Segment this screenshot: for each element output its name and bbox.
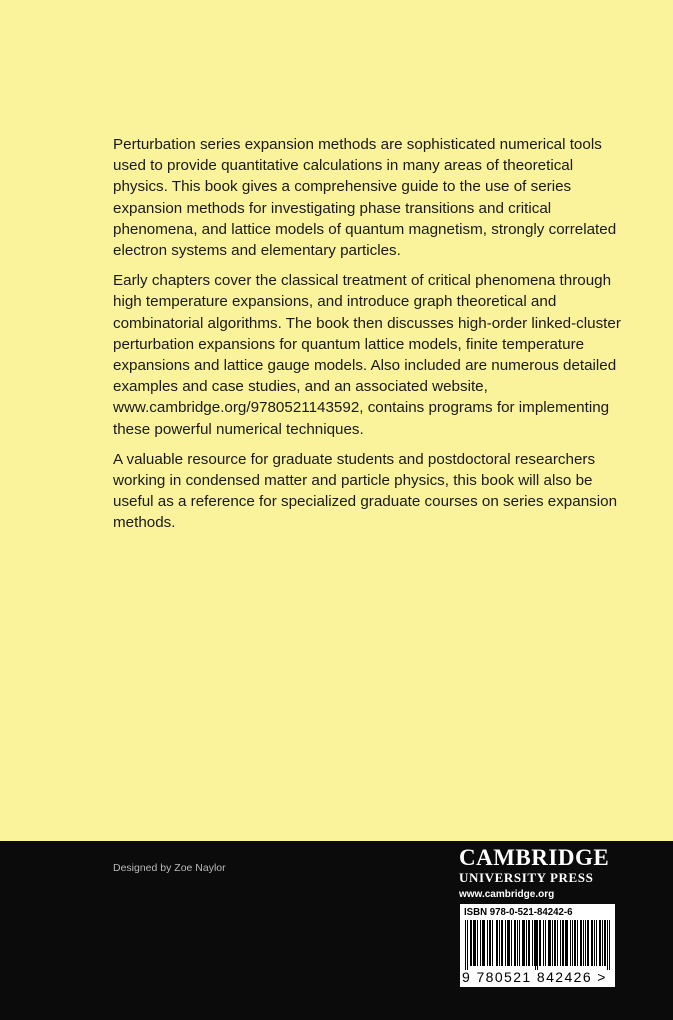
- barcode-bar: [517, 920, 518, 966]
- barcode-bar: [550, 920, 551, 966]
- isbn-label: ISBN 978-0-521-84242-6: [464, 906, 573, 918]
- blurb-paragraph-2: Early chapters cover the classical treatment of critical phenomena through high temperature expansions, and introduce graph theoretical and combinatorial algorithms. The book then discusses high-order linked-cluster perturbation expansions for quantum lattice models, finite temperature expansions and lattice gauge models. Also included are numerous detailed examples and case studies, and an associated website, www.cambridge.org/9780521143592, contains programs for implementing these powerful numerical techniques.: [113, 272, 621, 438]
- barcode-bar: [526, 920, 527, 966]
- barcode-bar: [581, 920, 582, 966]
- barcode-bar: [543, 920, 544, 966]
- blurb-paragraph-1: Perturbation series expansion methods are sophisticated numerical tools used to provide quantitative calculations in many areas of theoretical physics. This book gives a comprehensive guide to the use of series expansion methods for investigating phase transitions and critical phenomena, and lattice models of quantum magnetism, strongly correlated electron systems and elementary particles.: [113, 136, 617, 260]
- publisher-logo: [459, 845, 619, 900]
- barcode-bar: [560, 920, 561, 966]
- barcode-bar: [473, 920, 474, 966]
- barcode-bar: [587, 920, 588, 966]
- barcode-bar: [596, 920, 597, 966]
- barcode-bar: [540, 920, 541, 966]
- barcode-bar: [536, 920, 537, 966]
- barcode-bar: [508, 920, 509, 966]
- barcode-bar: [528, 920, 529, 966]
- barcode-bar: [591, 920, 592, 966]
- barcode-bar: [502, 920, 503, 966]
- barcode-bar: [594, 920, 595, 966]
- barcode-bar: [570, 920, 571, 966]
- barcode-bar: [505, 920, 506, 966]
- barcode-bar: [566, 920, 567, 966]
- publisher-subtitle: UNIVERSITY PRESS: [459, 870, 594, 885]
- barcode-bar: [607, 920, 608, 970]
- barcode-bar: [480, 920, 481, 966]
- publisher-name: CAMBRIDGE: [459, 845, 610, 870]
- barcode-bar: [562, 920, 563, 966]
- barcode-bar: [522, 920, 523, 966]
- barcode-bar: [519, 920, 520, 966]
- barcode-bar: [492, 920, 493, 966]
- barcode-bar: [535, 920, 536, 970]
- barcode-bar: [600, 920, 601, 966]
- barcode-bar: [534, 920, 535, 966]
- barcode-bar: [524, 920, 525, 966]
- barcode-bar: [484, 920, 485, 966]
- barcode-bars: [465, 920, 610, 970]
- barcode-digits: 9 780521 842426 >: [462, 969, 607, 985]
- barcode-bar: [563, 920, 564, 966]
- barcode-bar: [489, 920, 490, 966]
- barcode-bar: [482, 920, 483, 966]
- cover-footer: [0, 841, 673, 1020]
- barcode-bar: [567, 920, 568, 966]
- blurb-paragraph-3: A valuable resource for graduate students and postdoctoral researchers working in condensed matter and particle physics, this book will also be useful as a reference for specialized graduate courses on series expansion methods.: [113, 450, 618, 532]
- barcode-bar: [532, 920, 533, 966]
- barcode-bar: [483, 920, 484, 966]
- barcode-bar: [602, 920, 603, 966]
- barcode-bar: [471, 920, 472, 966]
- barcode-bar: [467, 920, 468, 970]
- barcode-bar: [490, 920, 491, 966]
- barcode-bar: [475, 920, 476, 966]
- back-cover-blurb: [113, 134, 623, 543]
- publisher-url: www.cambridge.org: [459, 889, 555, 900]
- designer-credit: Designed by Zoe Naylor: [113, 862, 226, 874]
- barcode-bar: [554, 920, 555, 966]
- barcode-bar: [477, 920, 478, 966]
- barcode-bar: [497, 920, 498, 966]
- barcode-bar: [511, 920, 512, 966]
- barcode-bar: [470, 920, 471, 966]
- barcode-bar: [515, 920, 516, 966]
- barcode-bar: [545, 920, 546, 966]
- barcode-bar: [565, 920, 566, 966]
- barcode-bar: [496, 920, 497, 966]
- barcode-bar: [577, 920, 578, 966]
- barcode-bar: [604, 920, 605, 966]
- barcode-bar: [599, 920, 600, 966]
- barcode-bar: [529, 920, 530, 966]
- barcode-bar: [474, 920, 475, 966]
- barcode-bar: [588, 920, 589, 966]
- barcode-bar: [487, 920, 488, 966]
- barcode-bar: [585, 920, 586, 966]
- barcode-bar: [555, 920, 556, 966]
- barcode-bar: [537, 920, 538, 970]
- barcode-bar: [609, 920, 610, 970]
- barcode-bar: [514, 920, 515, 966]
- barcode-bar: [509, 920, 510, 966]
- barcode-bar: [572, 920, 573, 966]
- barcode-bar: [583, 920, 584, 966]
- barcode-bar: [605, 920, 606, 966]
- barcode-bar: [574, 920, 575, 966]
- barcode-bar: [557, 920, 558, 966]
- barcode-bar: [575, 920, 576, 966]
- barcode-bar: [501, 920, 502, 966]
- barcode-bar: [499, 920, 500, 966]
- barcode-bar: [523, 920, 524, 966]
- barcode-bar: [539, 920, 540, 966]
- barcode-bar: [580, 920, 581, 966]
- barcode-bar: [465, 920, 466, 970]
- barcode-bar: [552, 920, 553, 966]
- isbn-barcode: [460, 904, 615, 987]
- barcode-bar: [507, 920, 508, 966]
- barcode-bar: [592, 920, 593, 966]
- barcode-bar: [548, 920, 549, 966]
- barcode-bar: [549, 920, 550, 966]
